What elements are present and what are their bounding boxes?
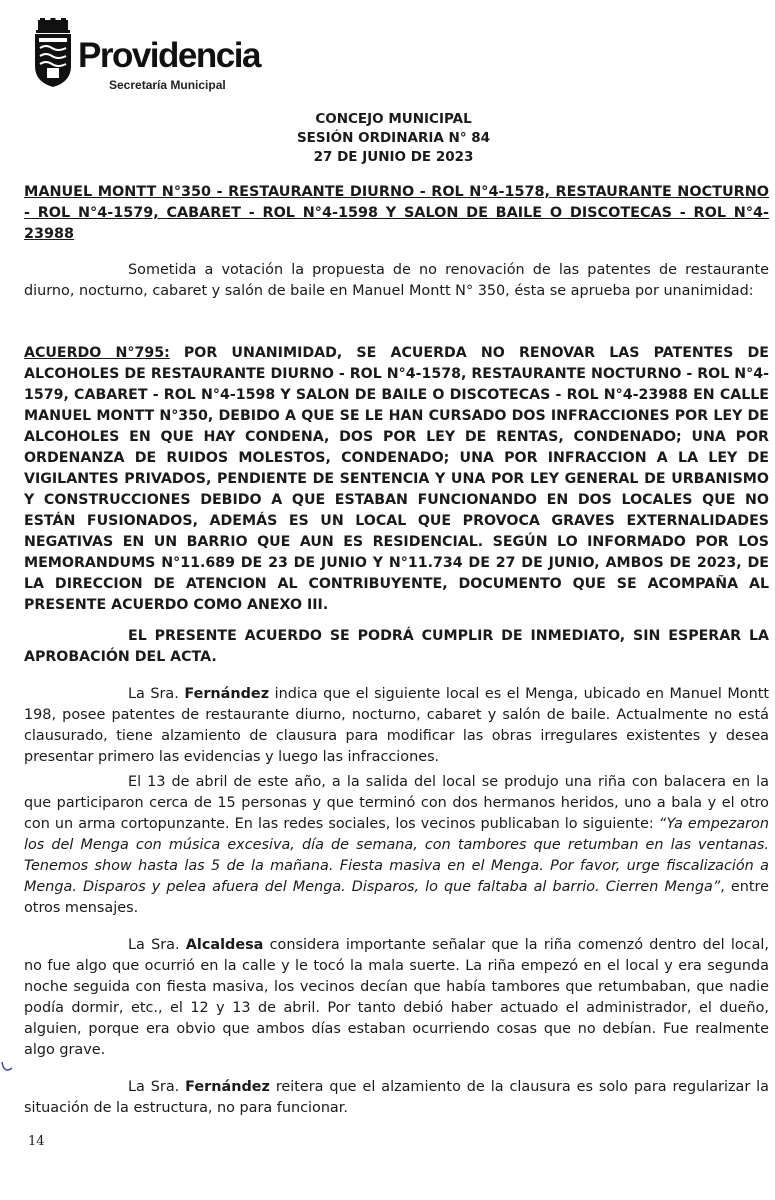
para4-prefix: La Sra.: [128, 1079, 186, 1095]
incident-paragraph: [24, 772, 769, 919]
session-number: SESIÓN ORDINARIA N° 84: [296, 130, 491, 146]
session-date: 27 DE JUNIO DE 2023: [313, 149, 474, 165]
agreement-paragraph: [24, 343, 769, 616]
council-title: CONCEJO MUNICIPAL: [315, 111, 472, 127]
session-header: [0, 110, 775, 167]
speaker-name: Fernández: [184, 686, 270, 702]
page-number: 14: [28, 1134, 45, 1149]
agreement-label: ACUERDO N°795:: [24, 345, 170, 361]
para3-prefix: La Sra.: [128, 937, 186, 953]
para3-text: considera importante señalar que la riña comenzó dentro del local, no fue algo que ocurrió en la calle y le tocó la mala suerte. La riña empezó en el local y era segunda noche seguida con fiesta masiva, los vecinos decían que había tambores que retumbaban, que nadie podía dormir, etc., el 12 y 13 de abril. Por tanto debió haber actuado el administrador, el dueño, alguien, porque era obvio que ambos días estaban ocurriendo cosas que no debían. Fue realmente algo grave.: [24, 937, 769, 1058]
immediate-execution-paragraph: EL PRESENTE ACUERDO SE PODRÁ CUMPLIR DE INMEDIATO, SIN ESPERAR LA APROBACIÓN DEL ACTA.: [24, 628, 769, 665]
speaker-name: Alcaldesa: [185, 937, 264, 953]
brand-subtitle: Secretaría Municipal: [109, 78, 226, 92]
intro-paragraph: Sometida a votación la propuesta de no renovación de las patentes de restaurante diurno, nocturno, cabaret y salón de baile en Manuel Montt N° 350, ésta se aprueba por unanimidad:: [24, 262, 769, 299]
para2-suffix: , entre otros mensajes.: [24, 879, 769, 916]
margin-pen-mark: [0, 1060, 14, 1078]
para2-text: El 13 de abril de este año, a la salida del local se produjo una riña con balacera en la que participaron cerca de 15 personas y que terminó con dos hermanos heridos, uno a bala y el otro con un arma cortopunzante. En las redes sociales, los vecinos publicaban lo siguiente:: [24, 774, 769, 832]
coat-of-arms-icon: [32, 18, 74, 88]
section-title: MANUEL MONTT N°350 - RESTAURANTE DIURNO - ROL N°4-1578, RESTAURANTE NOCTURNO - ROL N°4-1579, CABARET - ROL N°4-1598 Y SALON DE BAILE O DISCOTECAS - ROL N°4-23988: [24, 184, 769, 242]
brand-name: Providencia: [78, 36, 260, 75]
alcaldesa-paragraph: [24, 935, 769, 1061]
fernandez-reiterates-paragraph: [24, 1077, 769, 1119]
para1-text: indica que el siguiente local es el Menga, ubicado en Manuel Montt 198, posee patentes de restaurante diurno, nocturno, cabaret y salón de baile. Actualmente no está clausurado, tiene alzamiento de clausura para modificar las obras irregulares existentes y desea presentar primero las evidencias y luego las infracciones.: [24, 686, 769, 765]
para4-text: reitera que el alzamiento de la clausura es solo para regularizar la situación de la estructura, no para funcionar.: [24, 1079, 769, 1116]
municipal-logo: [32, 18, 292, 98]
speaker-name: Fernández: [185, 1079, 270, 1095]
agreement-text: POR UNANIMIDAD, SE ACUERDA NO RENOVAR LAS PATENTES DE ALCOHOLES DE RESTAURANTE DIURNO - ROL N°4-1578, RESTAURANTE NOCTURNO - ROL N°4-1579, CABARET - ROL N°4-1598 Y SALON DE BAILE O DISCOTECAS - ROL N°4-23988 EN CALLE MANUEL MONTT N°350, DEBIDO A QUE SE LE HAN CURSADO DOS INFRACCIONES POR LEY DE ALCOHOLES EN QUE HAY CONDENA, DOS POR LEY DE RENTAS, CONDENADO; UNA POR ORDENANZA DE RUIDOS MOLESTOS, CONDENADO; UNA POR INFRACCION A LA LEY DE VIGILANTES PRIVADOS, PENDIENTE DE SENTENCIA Y UNA POR LEY GENERAL DE URBANISMO Y CONSTRUCCIONES DEBIDO A QUE ESTABAN FUNCIONANDO EN DOS LOCALES QUE NO ESTÁN FUSIONADOS, ADEMÁS ES UN LOCAL QUE PROVOCA GRAVES EXTERNALIDADES NEGATIVAS EN UN BARRIO QUE AUN ES RESIDENCIAL. SEGÚN LO INFORMADO POR LOS MEMORANDUMS N°11.689 DE 23 DE JUNIO Y N°11.734 DE 27 DE JUNIO, AMBOS DE 2023, DE LA DIRECCION DE ATENCION AL CONTRIBUYENTE, DOCUMENTO QUE SE ACOMPAÑA AL PRESENTE ACUERDO COMO ANEXO III.: [24, 345, 769, 613]
neighbors-quote: “Ya empezaron los del Menga con música excesiva, día de semana, con tambores que retumban en las ventanas. Tenemos show hasta las 5 de la mañana. Fiesta masiva en el Menga. Por favor, urge fiscalización a Menga. Disparos y pelea afuera del Menga. Disparos, lo que faltaba al barrio. Cierren Menga”: [24, 816, 769, 895]
para1-prefix: La Sra.: [128, 686, 185, 702]
fernandez-paragraph: [24, 684, 769, 768]
